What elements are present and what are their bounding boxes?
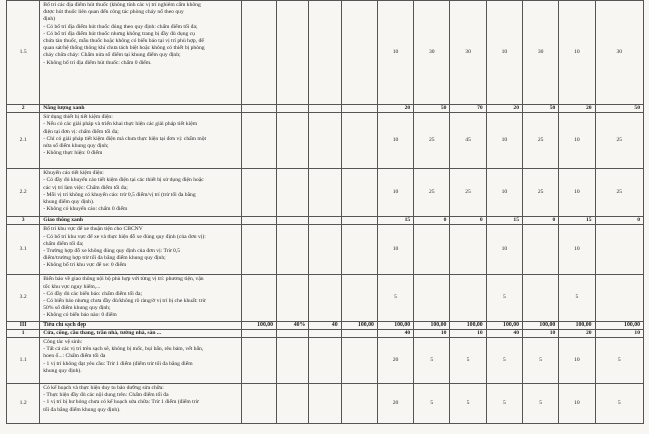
score-value bbox=[450, 225, 486, 275]
section-row bbox=[7, 217, 644, 225]
description-line: chấm điểm tối đa; bbox=[43, 240, 84, 247]
score-value: 5 bbox=[559, 275, 595, 321]
description-line: Có kế hoạch và thực hiện duy tu bảo dưỡng sửa chữa: bbox=[43, 385, 164, 392]
score-value: 10 bbox=[559, 1, 595, 105]
weight-value: 100,00 bbox=[241, 321, 276, 329]
criteria-row bbox=[7, 384, 644, 424]
score-value: 5 bbox=[595, 384, 643, 424]
section-title: Tiêu chí sạch đẹp bbox=[40, 321, 242, 329]
empty-cell bbox=[309, 329, 341, 337]
criteria-row bbox=[7, 275, 644, 321]
criteria-description bbox=[40, 338, 242, 384]
score-value bbox=[414, 225, 450, 275]
section-score: 15 bbox=[559, 217, 595, 225]
section-score: 70 bbox=[450, 105, 486, 113]
section-score: 10 bbox=[595, 329, 643, 337]
description-line: - Có bố trí địa điểm hút thuốc nhưng không trang bị đầy đủ dụng cụ bbox=[43, 30, 195, 37]
row-number: 2.2 bbox=[7, 169, 40, 217]
description-line: - 1 vị trí không đạt yêu cầu: Trừ 1 điểm (điểm trừ tối đa bằng điểm bbox=[43, 360, 193, 367]
score-value: 30 bbox=[595, 1, 643, 105]
empty-cell bbox=[341, 338, 377, 384]
score-value: 25 bbox=[595, 113, 643, 169]
section-score: 0 bbox=[450, 217, 486, 225]
score-value: 10 bbox=[377, 169, 413, 217]
empty-cell bbox=[341, 217, 377, 225]
section-score: 50 bbox=[414, 105, 450, 113]
empty-cell bbox=[241, 225, 276, 275]
description-line: cháy chữa cháy: Chấm nửa số điểm tại khung điểm quy định; bbox=[43, 52, 181, 59]
description-line: nửa số điểm khung quy định; bbox=[43, 143, 109, 150]
section-row bbox=[7, 329, 644, 337]
score-value bbox=[595, 275, 643, 321]
score-value: 30 bbox=[414, 1, 450, 105]
criteria-description bbox=[40, 169, 242, 217]
score-value: 10 bbox=[486, 169, 522, 217]
section-title: Năng lượng xanh bbox=[40, 105, 242, 113]
empty-cell bbox=[341, 329, 377, 337]
description-line: điểm/trường hợp trừ tối đa bằng điểm khung quy định; bbox=[43, 255, 166, 262]
criteria-description bbox=[40, 384, 242, 424]
empty-cell bbox=[241, 105, 276, 113]
section-score: 100,00 bbox=[486, 321, 522, 329]
description-line: - Trường hợp đỗ xe không đúng quy định của đơn vị: Trừ 0,5 bbox=[43, 248, 181, 255]
description-line: - Nếu có các giải pháp và triển khai thực hiện các giải pháp tiết kiệm bbox=[43, 121, 198, 128]
section-score: 20 bbox=[486, 105, 522, 113]
empty-cell bbox=[241, 384, 276, 424]
empty-cell bbox=[241, 329, 276, 337]
empty-cell bbox=[277, 329, 309, 337]
weight-value: 100,00 bbox=[341, 321, 377, 329]
criteria-description bbox=[40, 1, 242, 105]
description-line: - Không thực hiện: 0 điểm bbox=[43, 150, 103, 157]
description-line: - Không bố trí địa điểm hút thuốc: chấm 0 điểm. bbox=[43, 59, 152, 66]
score-value: 5 bbox=[450, 338, 486, 384]
score-value: 10 bbox=[377, 1, 413, 105]
empty-cell bbox=[277, 1, 309, 105]
description-line: tốc khu vực nguy hiểm,... bbox=[43, 283, 101, 290]
score-value: 10 bbox=[559, 169, 595, 217]
empty-cell bbox=[341, 225, 377, 275]
score-value: 25 bbox=[450, 169, 486, 217]
score-value: 5 bbox=[414, 338, 450, 384]
section-score: 100,00 bbox=[523, 321, 559, 329]
criteria-row bbox=[7, 1, 644, 105]
section-title: Giao thông xanh bbox=[40, 217, 242, 225]
section-score: 40 bbox=[377, 329, 413, 337]
score-value: 5 bbox=[486, 338, 522, 384]
empty-cell bbox=[277, 225, 309, 275]
score-value: 5 bbox=[486, 384, 522, 424]
score-value bbox=[523, 225, 559, 275]
score-value: 45 bbox=[450, 113, 486, 169]
score-value: 30 bbox=[523, 1, 559, 105]
section-score: 20 bbox=[559, 105, 595, 113]
section-number: 3 bbox=[7, 217, 40, 225]
empty-cell bbox=[277, 384, 309, 424]
section-score: 10 bbox=[450, 329, 486, 337]
section-score: 0 bbox=[523, 217, 559, 225]
row-number: 1.1 bbox=[7, 338, 40, 384]
section-score: 100,00 bbox=[377, 321, 413, 329]
score-value: 10 bbox=[559, 225, 595, 275]
description-line: định) bbox=[43, 16, 56, 23]
empty-cell bbox=[277, 338, 309, 384]
score-value: 10 bbox=[559, 384, 595, 424]
description-line: Sử dụng thiết bị tiết kiệm điện: bbox=[43, 114, 113, 121]
section-number: III bbox=[7, 321, 40, 329]
criteria-table bbox=[6, 0, 644, 424]
description-line: khung quy định). bbox=[43, 367, 82, 374]
section-score: 100,00 bbox=[450, 321, 486, 329]
score-value bbox=[595, 225, 643, 275]
description-line: - Chỉ có giải pháp tiết kiệm điện mà chưa thực hiện tại đơn vị: chấm một bbox=[43, 135, 207, 142]
description-line: quan sát/hệ thống thông khí chưa tách biệt hoặc không có thiết bị phòng bbox=[43, 45, 205, 52]
section-score: 100,00 bbox=[414, 321, 450, 329]
description-line: - Có biển báo nhưng chưa đầy đủ/không rõ ràng/ở vị trí bị che khuất: trừ bbox=[43, 298, 206, 305]
empty-cell bbox=[277, 217, 309, 225]
section-score: 0 bbox=[414, 217, 450, 225]
score-value: 25 bbox=[523, 169, 559, 217]
description-line: các vị trí làm việc: Chấm điểm tối đa; bbox=[43, 184, 128, 191]
description-line: - Thực hiện đầy đủ các nội dung trên: Chấm điểm tối đa bbox=[43, 392, 169, 399]
description-line: khung điểm quy định). bbox=[43, 199, 95, 206]
empty-cell bbox=[341, 1, 377, 105]
empty-cell bbox=[241, 217, 276, 225]
score-value: 5 bbox=[377, 275, 413, 321]
score-value: 5 bbox=[414, 384, 450, 424]
description-line: - Không có khuyến cáo: chấm 0 điểm bbox=[43, 206, 128, 213]
empty-cell bbox=[241, 275, 276, 321]
empty-cell bbox=[309, 384, 341, 424]
score-value: 10 bbox=[559, 338, 595, 384]
weight-value: 40% bbox=[277, 321, 309, 329]
score-value: 25 bbox=[414, 113, 450, 169]
row-number: 1.2 bbox=[7, 384, 40, 424]
section-row bbox=[7, 105, 644, 113]
score-value bbox=[523, 275, 559, 321]
score-value: 10 bbox=[486, 225, 522, 275]
score-value: 25 bbox=[595, 169, 643, 217]
criteria-description bbox=[40, 225, 242, 275]
description-line: - Có đầy đủ các biển báo: chấm điểm tối đa; bbox=[43, 290, 143, 297]
score-value bbox=[414, 275, 450, 321]
score-value: 5 bbox=[523, 338, 559, 384]
description-line: điện tại đơn vị: chấm điểm tối đa; bbox=[43, 128, 119, 135]
description-line: - 1 vị trí bị hư hỏng chưa có kế hoạch sửa chữa: Trừ 1 điểm (điểm trừ bbox=[43, 399, 199, 406]
criteria-row bbox=[7, 225, 644, 275]
score-value: 10 bbox=[377, 225, 413, 275]
section-title: Cửa, cổng, cầu thang, trần nhà, tường nhà, sàn ... bbox=[40, 329, 242, 337]
description-line: - Có bố trí khu vực để xe và thực hiện đỗ xe đúng quy định (của đơn vị): bbox=[43, 233, 206, 240]
score-value: 5 bbox=[595, 338, 643, 384]
score-value: 25 bbox=[414, 169, 450, 217]
section-score: 10 bbox=[523, 329, 559, 337]
description-line: Công tác vệ sinh: bbox=[43, 339, 83, 346]
section-score: 20 bbox=[559, 329, 595, 337]
empty-cell bbox=[241, 113, 276, 169]
section-score: 50 bbox=[523, 105, 559, 113]
score-value: 10 bbox=[486, 1, 522, 105]
weight-value: 40 bbox=[309, 321, 341, 329]
score-value: 20 bbox=[377, 338, 413, 384]
empty-cell bbox=[277, 105, 309, 113]
description-line: 50% số điểm khung quy định; bbox=[43, 305, 111, 312]
description-line: Bố trí khu vực để xe thuận tiện cho CBCNV bbox=[43, 226, 143, 233]
score-value: 10 bbox=[486, 113, 522, 169]
section-score: 15 bbox=[486, 217, 522, 225]
empty-cell bbox=[341, 384, 377, 424]
description-line: Bố trí các địa điểm hút thuốc (không tính các vị trí nghiêm cấm không bbox=[43, 2, 201, 8]
criteria-row bbox=[7, 169, 644, 217]
description-line: - Có đầy đủ khuyến cáo tiết kiệm điện tại các thiết bị sử dụng điện hoặc bbox=[43, 177, 204, 184]
description-line: - Mỗi vị trí không có khuyến cáo: trừ 0,5 điểm/vị trí (trừ tối đa bằng bbox=[43, 191, 196, 198]
empty-cell bbox=[309, 225, 341, 275]
row-number: 3.1 bbox=[7, 225, 40, 275]
empty-cell bbox=[241, 338, 276, 384]
empty-cell bbox=[309, 275, 341, 321]
score-value: 30 bbox=[450, 1, 486, 105]
empty-cell bbox=[309, 105, 341, 113]
row-number: 1.5 bbox=[7, 1, 40, 105]
section-score: 20 bbox=[377, 105, 413, 113]
score-value: 5 bbox=[486, 275, 522, 321]
empty-cell bbox=[241, 169, 276, 217]
score-value: 5 bbox=[523, 384, 559, 424]
section-score: 100,00 bbox=[559, 321, 595, 329]
table-body bbox=[7, 1, 644, 424]
empty-cell bbox=[341, 169, 377, 217]
score-value: 5 bbox=[450, 384, 486, 424]
row-number: 2.1 bbox=[7, 113, 40, 169]
score-value: 25 bbox=[523, 113, 559, 169]
empty-cell bbox=[277, 169, 309, 217]
section-score: 100,00 bbox=[595, 321, 643, 329]
empty-cell bbox=[341, 105, 377, 113]
score-value: 20 bbox=[377, 384, 413, 424]
empty-cell bbox=[341, 275, 377, 321]
empty-cell bbox=[309, 338, 341, 384]
criteria-description bbox=[40, 113, 242, 169]
score-value bbox=[450, 275, 486, 321]
description-line: - Không có biển báo nào: 0 điểm bbox=[43, 312, 117, 319]
empty-cell bbox=[277, 113, 309, 169]
section-score: 0 bbox=[595, 217, 643, 225]
description-line: - Có bố trí địa điểm hút thuốc đúng theo quy định: chấm điểm tối đa; bbox=[43, 23, 198, 30]
description-line: - Tất cả các vị trí trên sạch sẽ, không bị mốc, bụi bẩn, rêu bám, vết bẩn, bbox=[43, 346, 204, 353]
score-value: 10 bbox=[377, 113, 413, 169]
description-line: chứa tàn thuốc, mẫu thuốc hoặc không có biển báo tại vị trí phù hợp, để bbox=[43, 38, 204, 45]
section-score: 50 bbox=[595, 105, 643, 113]
description-line: - Không bố trí khu vực để xe: 0 điểm bbox=[43, 262, 127, 269]
description-line: tối đa bằng điểm khung quy định). bbox=[43, 406, 121, 413]
section-number: 2 bbox=[7, 105, 40, 113]
criteria-description bbox=[40, 275, 242, 321]
empty-cell bbox=[341, 113, 377, 169]
description-line: hoen ố...: Chấm điểm tối đa bbox=[43, 353, 106, 360]
empty-cell bbox=[309, 113, 341, 169]
empty-cell bbox=[277, 275, 309, 321]
section-number: 1 bbox=[7, 329, 40, 337]
criteria-row bbox=[7, 113, 644, 169]
row-number: 3.2 bbox=[7, 275, 40, 321]
empty-cell bbox=[309, 217, 341, 225]
description-line: được hút thuốc liên quan đến công tác phòng cháy nổ theo quy bbox=[43, 9, 184, 16]
empty-cell bbox=[241, 1, 276, 105]
description-line: Biển báo về giao thông nội bộ phù hợp với từng vị trí: phương tiện, vận bbox=[43, 276, 204, 283]
criteria-row bbox=[7, 338, 644, 384]
score-value: 10 bbox=[559, 113, 595, 169]
description-line: Khuyến cáo tiết kiệm điện: bbox=[43, 170, 104, 177]
section-score: 40 bbox=[486, 329, 522, 337]
empty-cell bbox=[309, 169, 341, 217]
section-score: 10 bbox=[414, 329, 450, 337]
section-score: 15 bbox=[377, 217, 413, 225]
major-section-row bbox=[7, 321, 644, 329]
empty-cell bbox=[309, 1, 341, 105]
